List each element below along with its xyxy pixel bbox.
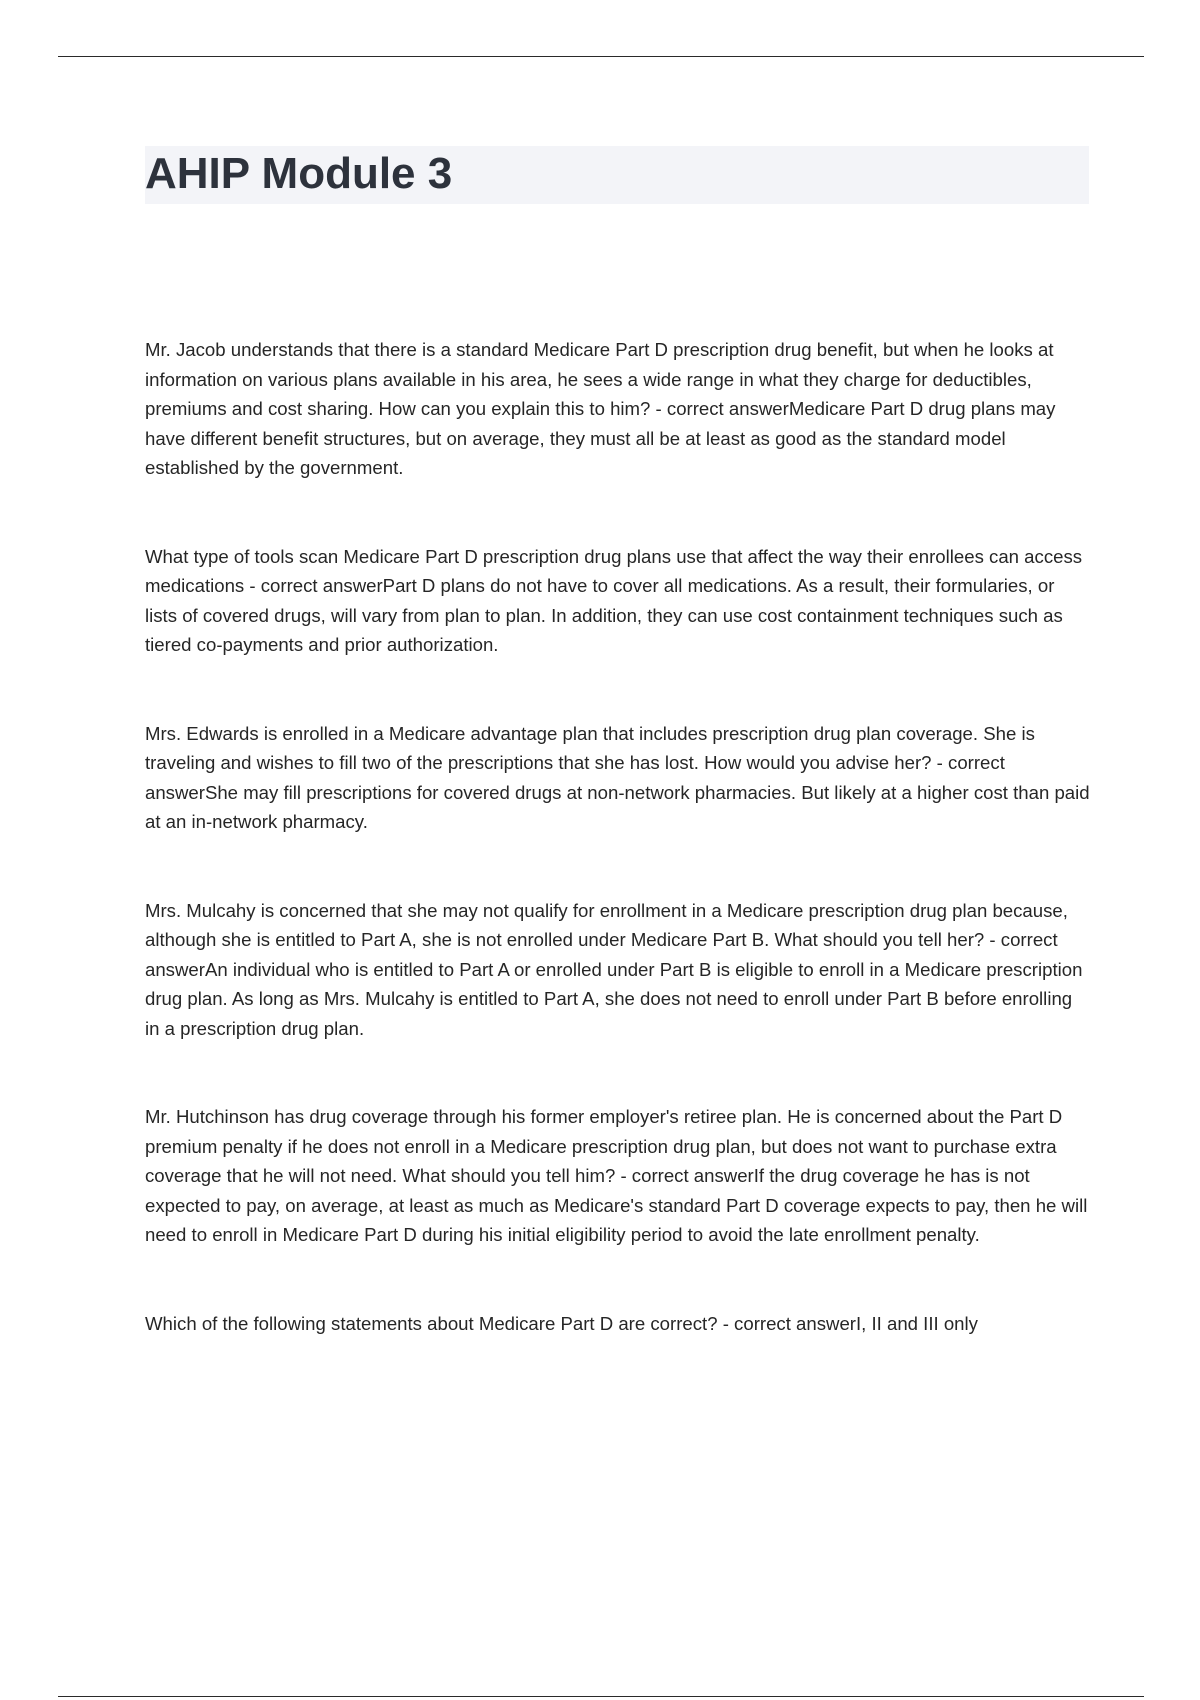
- qa-entry: What type of tools scan Medicare Part D prescription drug plans use that affect the way their enrollees can access medications - correct answerPart D plans do not have to cover all medications. As a result, their formularies, or lists of covered drugs, will vary from plan to plan. In addition, they can use cost containment techniques such as tiered co-payments and prior authorization.: [145, 545, 1083, 655]
- qa-entry: Mr. Jacob understands that there is a standard Medicare Part D prescription drug benefit, but when he looks at information on various plans available in his area, he sees a wide range in what they charge for deductibles, premiums and cost sharing. How can you explain this to him? - correct answerMedicare Part D drug plans may have different benefit structures, but on average, they must all be at least as good as the standard model established by the government.: [145, 339, 1056, 478]
- page-title: AHIP Module 3: [145, 149, 453, 198]
- qa-entry: Mr. Hutchinson has drug coverage through his former employer's retiree plan. He is concerned about the Part D premium penalty if he does not enroll in a Medicare prescription drug plan, but does not want to purchase extra coverage that he will not need. What should you tell him? - correct answerIf the drug coverage he has is not expected to pay, on average, at least as much as Medicare's standard Part D coverage expects to pay, then he will need to enroll in Medicare Part D during his initial eligibility period to avoid the late enrollment penalty.: [145, 1106, 1088, 1245]
- bottom-rule: [58, 1696, 1144, 1697]
- qa-entry: Which of the following statements about Medicare Part D are correct? - correct answerI, II and III only: [145, 1312, 978, 1334]
- qa-entry: Mrs. Mulcahy is concerned that she may not qualify for enrollment in a Medicare prescription drug plan because, although she is entitled to Part A, she is not enrolled under Medicare Part B. What should you tell her? - correct answerAn individual who is entitled to Part A or enrolled under Part B is eligible to enroll in a Medicare prescription drug plan. As long as Mrs. Mulcahy is entitled to Part A, she does not need to enroll under Part B before enrolling in a prescription drug plan.: [145, 899, 1083, 1039]
- qa-list: [145, 335, 1090, 1397]
- top-rule: [58, 56, 1144, 57]
- qa-entry: Mrs. Edwards is enrolled in a Medicare advantage plan that includes prescription drug plan coverage. She is traveling and wishes to fill two of the prescriptions that she has lost. How would you advise her? - correct answerShe may fill prescriptions for covered drugs at non-network pharmacies. But likely at a higher cost than paid at an in-network pharmacy.: [145, 722, 1090, 832]
